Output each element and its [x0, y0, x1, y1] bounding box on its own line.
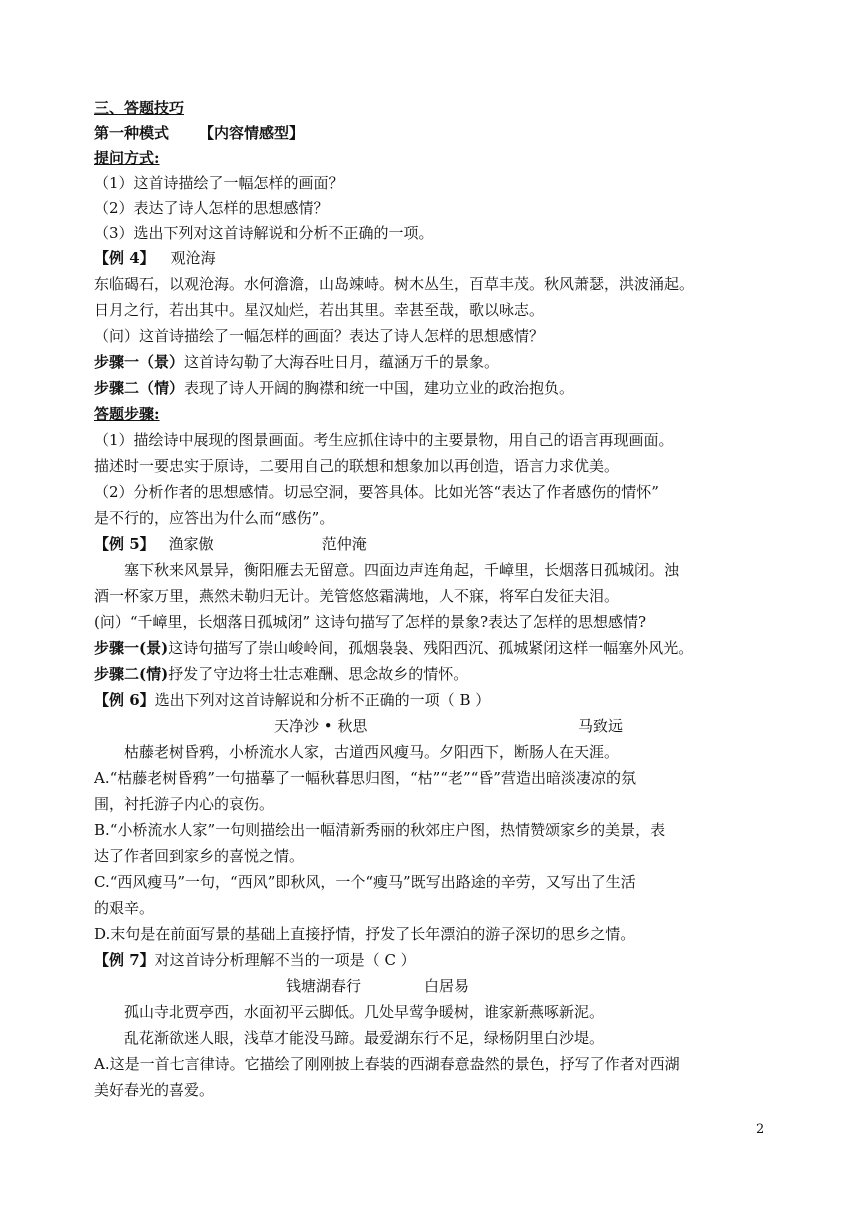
question-line: （2）表达了诗人怎样的思想感情？ — [94, 199, 329, 217]
example-stem: 选出下列对这首诗解说和分析不正确的一项（ B ） — [154, 691, 491, 709]
poem-line: 乱花渐欲迷人眼，浅草才能没马蹄。最爱湖东行不足，绿杨阴里白沙堤。 — [124, 1029, 605, 1047]
section-title: 三、答题技巧 — [94, 99, 185, 117]
poem-author: 范仲淹 — [321, 535, 367, 553]
poem-line: 酒一杯家万里，燕然未勒归无计。羌管悠悠霜满地，人不寐，将军白发征夫泪。 — [94, 587, 620, 605]
poem-author: 马致远 — [578, 717, 624, 735]
poem-title: 天净沙 • 秋思 — [274, 717, 368, 735]
example-5-heading — [94, 531, 367, 557]
example-question: (问）“千嶂里，长烟落日孤城闭” 这诗句描写了怎样的景象?表达了怎样的思想感情? — [94, 613, 647, 631]
poem-title: 观沧海 — [170, 249, 216, 267]
poem-line: 孤山寺北贾亭西，水面初平云脚低。几处早莺争暖树，谁家新燕啄新泥。 — [124, 1003, 605, 1021]
option-line: 达了作者回到家乡的喜悦之情。 — [94, 847, 305, 865]
example-7-heading — [94, 947, 416, 973]
example-label: 【例 5】 — [94, 535, 155, 553]
example-label: 【例 7】 — [94, 951, 155, 969]
poem-title: 渔家傲 — [168, 535, 214, 553]
steps-line: 是不行的，应答出为什么而“感伤”。 — [94, 509, 335, 527]
example-stem: 对这首诗分析理解不当的一项是（ C ） — [154, 951, 416, 969]
option-line: D.末句是在前面写景的基础上直接抒情，抒发了长年漂泊的游子深切的思乡之情。 — [94, 925, 636, 943]
answer-step-2 — [94, 661, 468, 687]
step-text: 抒发了守边将士壮志难酬、思念故乡的情怀。 — [168, 665, 469, 683]
answer-step-1 — [94, 349, 499, 375]
option-line: A.“枯藤老树昏鸦”一句描摹了一幅秋暮思归图，“枯”“老”“昏”营造出暗淡凄凉的氛 — [94, 769, 636, 787]
question-line: （1）这首诗描绘了一幅怎样的画面？ — [94, 174, 344, 192]
poem-line: 枯藤老树昏鸦，小桥流水人家，古道西风瘦马。夕阳西下，断肠人在天涯。 — [124, 743, 620, 761]
answer-step-2 — [94, 375, 574, 401]
step-text: 表现了诗人开阔的胸襟和统一中国，建功立业的政治抱负。 — [184, 379, 575, 397]
question-heading: 提问方式: — [94, 149, 160, 167]
steps-heading: 答题步骤: — [94, 405, 160, 423]
poem-author: 白居易 — [424, 977, 470, 995]
poem-line: 塞下秋来风景异，衡阳雁去无留意。四面边声连角起，千嶂里，长烟落日孤城闭。浊 — [124, 561, 680, 579]
mode-title: 第一种模式 — [94, 124, 170, 142]
mode-type: 【内容情感型】 — [199, 124, 305, 142]
example-label: 【例 4】 — [94, 249, 155, 267]
step-text: 这首诗勾勒了大海吞吐日月，蕴涵万千的景象。 — [184, 353, 500, 371]
steps-line: （1）描绘诗中展现的图景画面。考生应抓住诗中的主要景物，用自己的语言再现画面。 — [94, 431, 674, 449]
example-4-heading — [94, 245, 216, 271]
step-text: 这诗句描写了崇山峻岭间，孤烟袅袅、残阳西沉、孤城紧闭这样一幅塞外风光。 — [168, 639, 694, 657]
question-line: （3）选出下列对这首诗解说和分析不正确的一项。 — [94, 224, 434, 242]
option-line: 美好春光的喜爱。 — [94, 1081, 215, 1099]
poem-line: 东临碣石，以观沧海。水何澹澹，山岛竦峙。树木丛生，百草丰茂。秋风萧瑟，洪波涌起。 — [94, 275, 695, 293]
example-question: （问）这首诗描绘了一幅怎样的画面？表达了诗人怎样的思想感情？ — [94, 327, 545, 345]
steps-line: （2）分析作者的思想感情。切忌空洞，要答具体。比如光答“表达了作者感伤的情怀” — [94, 483, 659, 501]
answer-step-1 — [94, 635, 693, 661]
poem-line: 日月之行，若出其中。星汉灿烂，若出其里。幸甚至哉，歌以咏志。 — [94, 301, 545, 319]
page-number: 2 — [756, 1122, 765, 1137]
step-label: 步骤一（景） — [94, 353, 185, 371]
poem-title: 钱塘湖春行 — [286, 977, 362, 995]
option-line: 围，衬托游子内心的哀伤。 — [94, 795, 275, 813]
steps-line: 描述时一要忠实于原诗，二要用自己的联想和想象加以再创造，语言力求优美。 — [94, 457, 620, 475]
option-line: B.“小桥流水人家”一句则描绘出一幅清新秀丽的秋郊庄户图，热情赞颂家乡的美景，表 — [94, 821, 666, 839]
step-label: 步骤一(景) — [94, 639, 169, 657]
example-6-heading — [94, 687, 490, 713]
step-label: 步骤二（情） — [94, 379, 185, 397]
example-label: 【例 6】 — [94, 691, 155, 709]
option-line: 的艰辛。 — [94, 899, 155, 917]
mode-heading — [94, 120, 304, 146]
option-line: C.“西风瘦马”一句，“西风”即秋风，一个“瘦马”既写出路途的辛劳，又写出了生活 — [94, 873, 636, 891]
option-line: A.这是一首七言律诗。它描绘了刚刚披上春装的西湖春意盎然的景色，抒写了作者对西湖 — [94, 1055, 680, 1073]
step-label: 步骤二(情) — [94, 665, 169, 683]
